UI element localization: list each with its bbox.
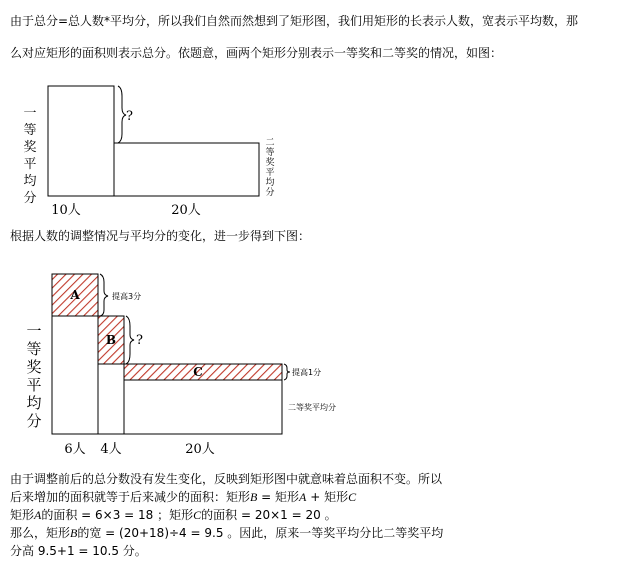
conclusion-line-5: 分高 9.5+1 = 10.5 分。 [10, 544, 147, 558]
conclusion-line-3: 矩形A的面积 = 6×3 = 18 ；矩形C的面积 = 20×1 = 20 。 [10, 508, 337, 522]
d2-left-char: 一 [26, 322, 42, 340]
d2-bottom-6: 6人 [64, 442, 86, 457]
d1-left-char: 一 [23, 106, 37, 121]
conclusion-line-4: 那么，矩形B的宽 = (20+18)÷4 = 9.5 。因此，原来一等奖平均分比二等奖平均 [10, 526, 444, 540]
d1-left-char: 平 [23, 157, 37, 172]
brace-question [126, 316, 134, 364]
label-b: B [105, 333, 117, 347]
d2-bottom-20: 20人 [185, 442, 215, 457]
d1-left-char: 分 [23, 191, 37, 206]
rect-second-body [124, 380, 282, 434]
d1-left-char: 等 [23, 123, 37, 138]
d2-left-char: 等 [26, 340, 42, 358]
rect-first-body [52, 316, 98, 434]
brace-raise1 [284, 364, 290, 380]
second-avg-label: 二等奖平均分 [288, 403, 336, 412]
d2-left-char: 奖 [26, 358, 42, 376]
d2-left-label [26, 322, 41, 430]
d2-question: ? [136, 333, 143, 348]
d2-bottom-4: 4人 [100, 442, 122, 457]
label-a: A [70, 288, 80, 302]
d1-right-char: 均 [265, 178, 275, 188]
rect-first-prize [48, 86, 114, 196]
raise1-label: 提高1分 [292, 368, 322, 377]
diagram-2 [26, 274, 336, 457]
d1-left-char: 奖 [23, 140, 37, 155]
d1-right-char: 奖 [265, 158, 275, 168]
brace-raise3 [100, 274, 108, 316]
d2-left-char: 分 [26, 412, 42, 430]
brace-1 [118, 86, 126, 143]
d1-right-label [265, 138, 274, 198]
d2-left-char: 均 [26, 394, 42, 412]
intro-line-1: 由于总分=总人数*平均分，所以我们自然而然想到了矩形图，我们用矩形的长表示人数，宽表示平均数，那 [10, 14, 579, 28]
d1-left-char: 均 [23, 174, 37, 189]
conclusion-line-1: 由于调整前后的总分数没有发生变化，反映到矩形图中就意味着总面积不变。所以 [10, 472, 443, 486]
rect-b-body [98, 364, 124, 434]
d1-right-char: 分 [265, 188, 275, 198]
d1-right-char: 等 [265, 148, 275, 158]
d1-bottom-right: 20人 [171, 203, 201, 218]
conclusion-line-2: 后来增加的面积就等于后来减少的面积：矩形B = 矩形A + 矩形C [10, 490, 357, 504]
rect-c [124, 364, 282, 380]
d1-left-label [23, 106, 36, 206]
raise3-label: 提高3分 [112, 292, 142, 301]
d1-right-char: 二 [265, 138, 275, 148]
middle-text: 根据人数的调整情况与平均分的变化，进一步得到下图： [10, 229, 311, 243]
label-c: C [193, 365, 203, 379]
rect-second-prize [114, 143, 259, 196]
intro-line-2: 么对应矩形的面积则表示总分。依题意，画两个矩形分别表示一等奖和二等奖的情况，如图： [10, 46, 503, 60]
d1-bottom-left: 10人 [51, 203, 81, 218]
d1-right-char: 平 [265, 168, 275, 178]
d1-question: ? [126, 109, 133, 124]
d2-left-char: 平 [26, 376, 42, 394]
